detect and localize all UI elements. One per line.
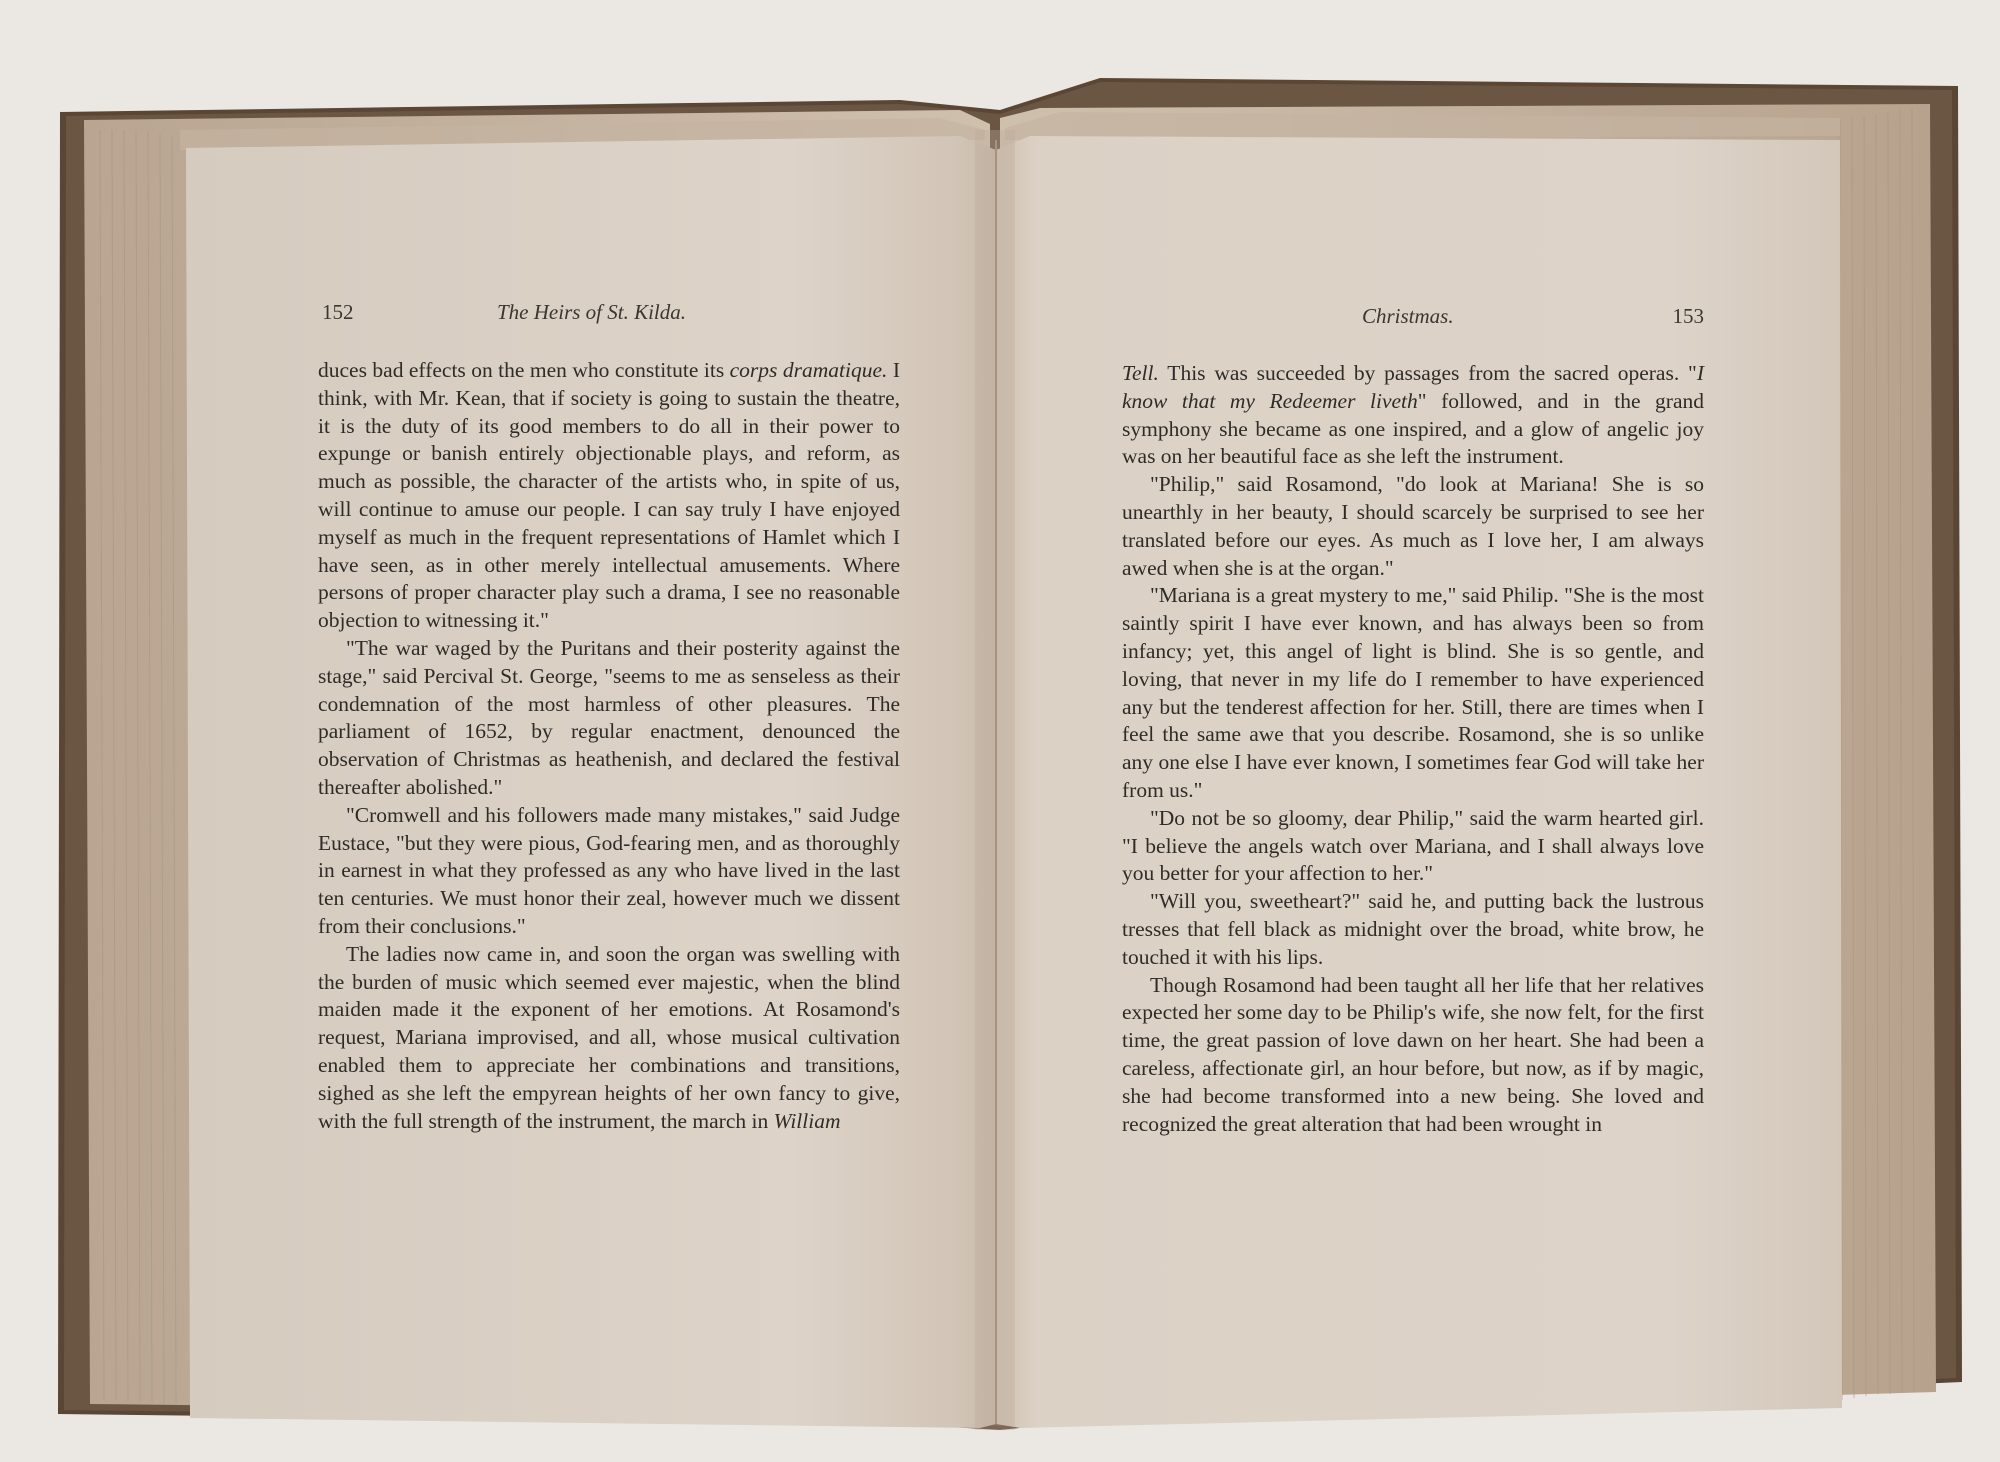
right-running-title: Christmas.	[1362, 304, 1454, 328]
text-run: Though Rosamond had been taught all her life that her relatives expected her some day to be Philip's wife, she now felt, for the first time, the great passion of love dawn on her heart. She had been a careless, affectionate girl, an hour before, but now, as if by magic, she had become transformed into a new being. She loved and recognized the great alteration that had been wrought in	[1122, 972, 1704, 1136]
right-page-number: 153	[1672, 304, 1704, 328]
paragraph	[1122, 471, 1704, 582]
text-run: "Philip," said Rosamond, "do look at Mariana! She is so unearthly in her beauty, I should scarcely be surprised to see her translated before our eyes. As much as I love her, I am always awed when she is at the organ."	[1122, 472, 1704, 580]
right-page-text	[1122, 360, 1704, 1138]
paragraph	[1122, 805, 1704, 888]
text-run: "Mariana is a great mystery to me," said Philip. "She is the most saintly spirit I have ever known, and has always been so from infancy; yet, this angel of light is blind. She is so gentle, and loving, that never in my life do I remember to have experienced any but the tenderest affection for her. Still, there are times when I feel the same awe that you describe. Rosamond, she is so unlike any one else I have ever known, I sometimes fear God will take her from us."	[1122, 583, 1704, 802]
italic-text: Tell.	[1122, 361, 1159, 385]
paragraph	[1122, 888, 1704, 971]
left-page-number: 152	[322, 300, 354, 324]
paragraph	[1122, 972, 1704, 1139]
italic-text: corps dramatique.	[729, 358, 888, 382]
paragraph	[1122, 582, 1704, 804]
text-run: "Will you, sweetheart?" said he, and putting back the lustrous tresses that fell black as midnight over the broad, white brow, he touched it with his lips.	[1122, 889, 1704, 969]
text-run: This was succeeded by passages from the sacred operas. "	[1158, 361, 1697, 385]
italic-text: William	[773, 1108, 841, 1133]
left-running-title: The Heirs of St. Kilda.	[497, 300, 687, 324]
text-run: " followed, and in the grand symphony she became as one inspired, and a glow of angelic joy was on her beautiful face as she left the instrument.	[1122, 388, 1704, 469]
italic-text: I know that my Redeemer liveth	[1122, 361, 1704, 413]
text-run: "Cromwell and his followers made many mistakes," said Judge Eustace, "but they were pious, God-fearing men, and as thoroughly in earnest in what they professed as any who have lived in the last ten centuries. We must honor their zeal, however much we dissent from their conclusions."	[318, 802, 900, 938]
paragraph	[1122, 360, 1704, 471]
text-run: "Do not be so gloomy, dear Philip," said the warm hearted girl. "I believe the angels watch over Mariana, and I shall always love you better for your affection to her."	[1122, 805, 1704, 886]
text-run: "The war waged by the Puritans and their posterity against the stage," said Percival St. George, "seems to me as senseless as their condemnation of the most harmless of other pleasures. The parliament of 1652, by regular enactment, denounced the observation of Christmas as heathenish, and declared the festival thereafter abolished."	[318, 635, 900, 799]
text-run: I think, with Mr. Kean, that if society is going to sustain the theatre, it is the duty of its good members to do all in their power to expunge or banish entirely objectionable plays, and reform, as much as possible, the character of the artists who, in spite of us, will continue to amuse our people. I can say truly I have enjoyed myself as much in the frequent representations of Hamlet which I have seen, as in other merely intellectual amusements. Where persons of proper character play such a drama, I see no reasonable objection to witnessing it."	[318, 358, 900, 633]
text-run: duces bad effects on the men who constitute its	[318, 358, 730, 382]
text-run: The ladies now came in, and soon the organ was swelling with the burden of music which seemed ever majestic, when the blind maiden made it the exponent of her emotions. At Rosamond's request, Mariana improvised, and all, whose musical cultivation enabled them to appreciate her combinations and transitions, sighed as she left the empyrean heights of her own fancy to give, with the full strength of the instrument, the march in	[318, 941, 900, 1133]
